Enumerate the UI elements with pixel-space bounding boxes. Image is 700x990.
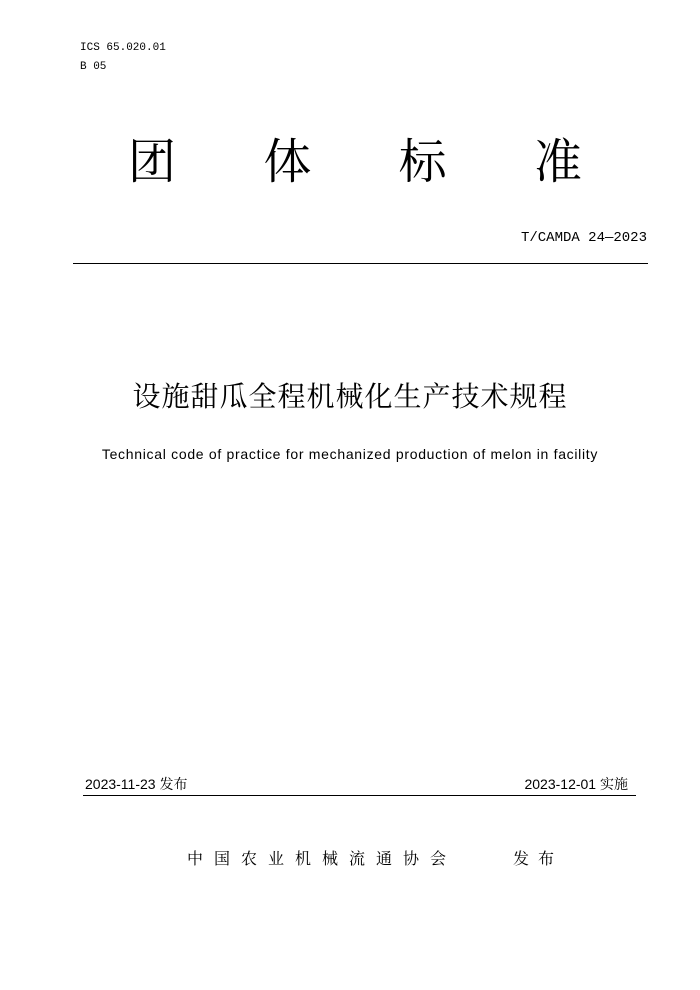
standard-type-char: 准 [533, 134, 582, 190]
standard-type-char: 体 [263, 134, 312, 190]
issuing-organization: 中国农业机械流通协会 [187, 849, 458, 868]
implementation-date: 2023-12-01 实施 [524, 776, 628, 792]
dates-divider [83, 795, 636, 796]
issue-label: 发布 [513, 849, 564, 868]
standard-number: T/CAMDA 24—2023 [520, 230, 647, 246]
standard-type-heading [120, 130, 590, 194]
header-divider [73, 263, 648, 264]
title-english: Technical code of practice for mechanized production of melon in facility [101, 446, 599, 462]
standard-type-char: 标 [398, 134, 447, 190]
ics-code: ICS 65.020.01 [80, 42, 166, 54]
ccs-code: B 05 [80, 61, 107, 73]
issue-date: 2023-11-23 发布 [85, 776, 188, 792]
title-chinese: 设施甜瓜全程机械化生产技术规程 [132, 380, 568, 413]
standard-type-char: 团 [127, 134, 176, 190]
